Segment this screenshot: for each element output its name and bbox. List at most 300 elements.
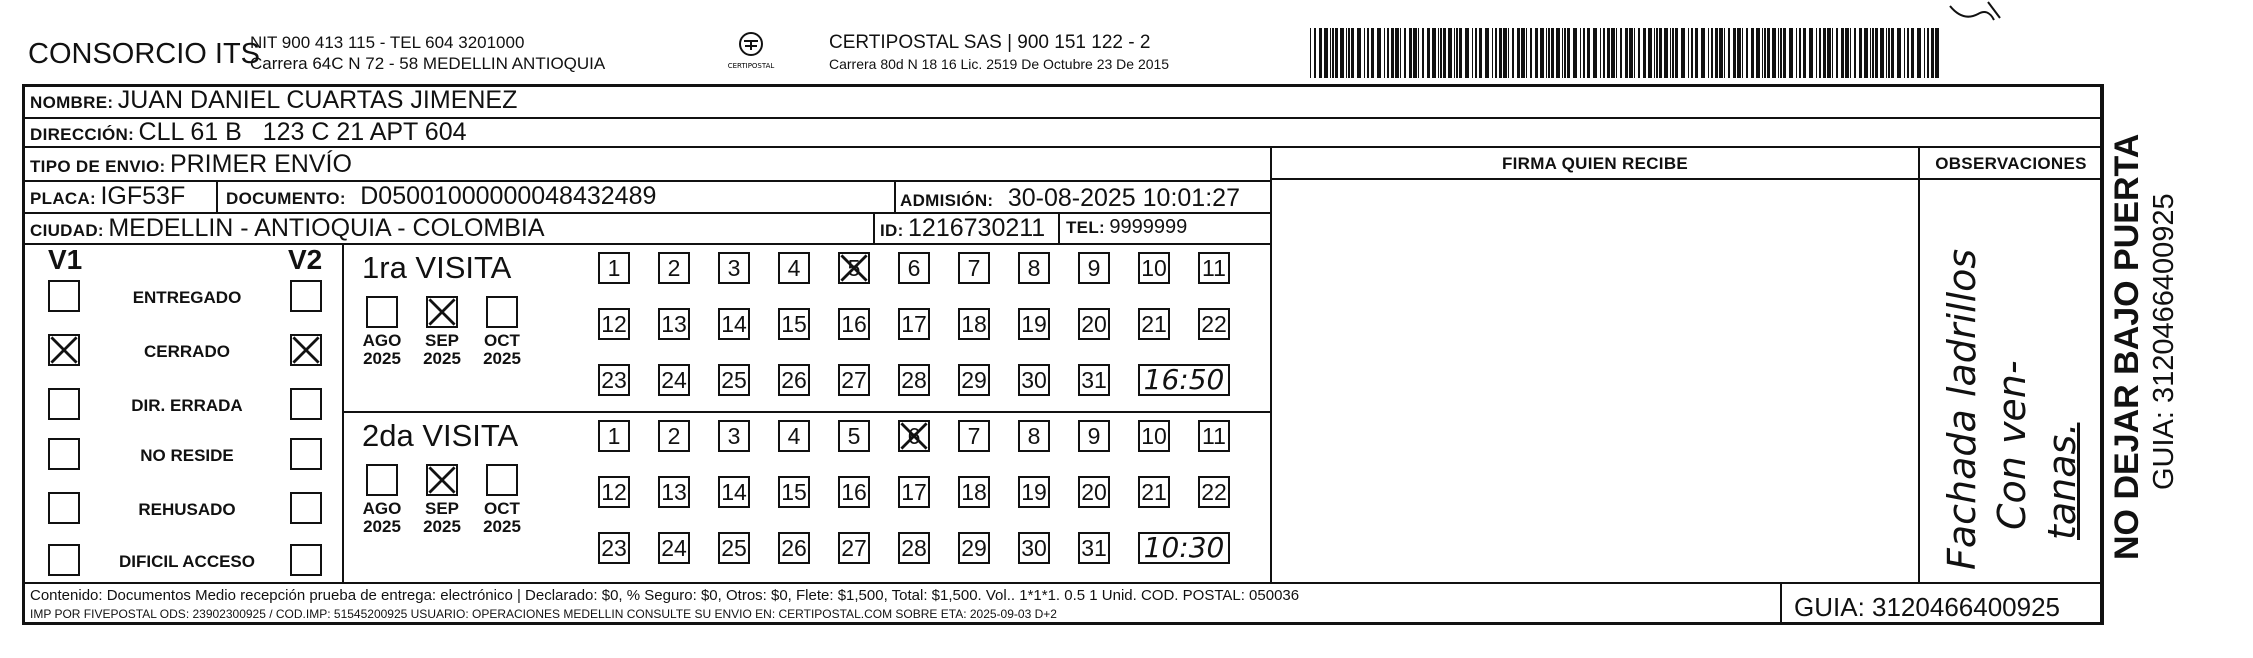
barcode-bar xyxy=(1737,28,1741,78)
day-number: 29 xyxy=(961,366,987,393)
day-box[interactable] xyxy=(958,308,990,340)
day-box[interactable] xyxy=(838,364,870,396)
day-box[interactable] xyxy=(838,476,870,508)
barcode-bar xyxy=(1691,28,1693,78)
barcode-bar xyxy=(1587,28,1590,78)
day-box[interactable] xyxy=(778,476,810,508)
day-box[interactable] xyxy=(898,532,930,564)
ciudad-label: CIUDAD: xyxy=(30,221,104,240)
status-label: ENTREGADO xyxy=(132,288,242,307)
corner-scribble-icon xyxy=(1948,0,2008,26)
barcode-bar xyxy=(1823,28,1826,78)
barcode-bar xyxy=(1593,28,1597,78)
month-label xyxy=(356,332,408,368)
day-box[interactable] xyxy=(898,476,930,508)
v1-checkbox[interactable] xyxy=(48,544,80,576)
day-box[interactable] xyxy=(1198,252,1230,284)
barcode-bar xyxy=(1418,28,1419,78)
barcode-bar xyxy=(1472,28,1473,78)
barcode-bar xyxy=(1448,28,1452,78)
barcode-bar xyxy=(1371,28,1374,78)
day-box[interactable] xyxy=(778,252,810,284)
day-box[interactable] xyxy=(898,364,930,396)
barcode-bar xyxy=(1859,28,1862,78)
barcode-bar xyxy=(1711,28,1713,78)
v1-checkbox[interactable] xyxy=(48,334,80,366)
observaciones-label: OBSERVACIONES xyxy=(1935,154,2087,173)
barcode-bar xyxy=(1907,28,1909,78)
visit2-title: 2da VISITA xyxy=(362,418,519,453)
day-box[interactable] xyxy=(1018,476,1050,508)
barcode-bar xyxy=(1701,28,1705,78)
day-box[interactable] xyxy=(598,420,630,452)
barcode-bar xyxy=(1517,28,1520,78)
day-number: 18 xyxy=(961,310,987,337)
barcode-bar xyxy=(1580,28,1581,78)
month-year: 2025 xyxy=(363,349,401,368)
barcode-bar xyxy=(1310,28,1311,78)
day-box[interactable] xyxy=(1138,308,1170,340)
time-value: 10:30 xyxy=(1143,531,1225,564)
day-box[interactable] xyxy=(1078,308,1110,340)
day-number: 20 xyxy=(1081,310,1107,337)
v2-heading: V2 xyxy=(288,244,323,275)
day-box[interactable] xyxy=(1018,532,1050,564)
day-number: 13 xyxy=(661,310,687,337)
month-year: 2025 xyxy=(483,349,521,368)
footer-imp: IMP POR FIVEPOSTAL ODS: 23902300925 / COD.IMP: 51545200925 USUARIO: OPERACIONES MEDELLIN CONSULTE SU ENVIO EN: CERTIPOSTAL.COM SOBRE ETA: 2025-09-03 D+2 xyxy=(30,607,1057,621)
barcode-bar xyxy=(1935,28,1939,78)
barcode-bar xyxy=(1319,28,1322,78)
day-box[interactable] xyxy=(1198,420,1230,452)
status-label: DIFICIL ACCESO xyxy=(118,552,255,571)
day-number: 8 xyxy=(1027,254,1041,281)
barcode-bar xyxy=(1391,28,1394,78)
day-number: 27 xyxy=(841,534,867,561)
barcode-bar xyxy=(1475,28,1477,78)
day-box[interactable] xyxy=(1078,364,1110,396)
v2-checkbox[interactable] xyxy=(290,388,322,420)
barcode-bar xyxy=(1670,28,1671,78)
day-box[interactable] xyxy=(718,364,750,396)
barcode-bar xyxy=(1503,28,1507,78)
barcode-bar xyxy=(1733,28,1736,78)
day-box[interactable] xyxy=(658,308,690,340)
month-checkbox[interactable] xyxy=(486,464,518,496)
barcode-bar xyxy=(1746,28,1748,78)
barcode-bar xyxy=(1540,28,1544,78)
v2-checkbox[interactable] xyxy=(290,492,322,524)
v2-checkbox[interactable] xyxy=(290,280,322,312)
day-box[interactable] xyxy=(778,308,810,340)
barcode-bar xyxy=(1886,28,1887,78)
check-x-icon xyxy=(292,336,320,364)
barcode-bar xyxy=(1681,28,1685,78)
day-box[interactable] xyxy=(958,532,990,564)
day-number: 7 xyxy=(967,422,981,449)
day-box[interactable] xyxy=(1078,532,1110,564)
barcode-bar xyxy=(1573,28,1577,78)
barcode-bar xyxy=(1659,28,1662,78)
time-box[interactable] xyxy=(1138,532,1230,564)
barcode-bar xyxy=(1816,28,1817,78)
barcode-bar xyxy=(1780,28,1782,78)
documento-value: D05001000000048432489 xyxy=(360,182,657,210)
barcode-bar xyxy=(1422,28,1424,78)
day-number: 23 xyxy=(601,534,627,561)
day-number: 15 xyxy=(781,310,807,337)
barcode-bar xyxy=(1675,28,1678,78)
barcode-bar xyxy=(1409,28,1412,78)
day-number: 26 xyxy=(781,366,807,393)
status-label: DIR. ERRADA xyxy=(131,396,243,415)
barcode-bar xyxy=(1841,28,1844,78)
barcode-bar xyxy=(1629,28,1633,78)
month-label xyxy=(416,500,468,536)
tipo-envio-label: TIPO DE ENVIO: xyxy=(30,157,166,176)
barcode-bar xyxy=(1400,28,1401,78)
barcode-bar xyxy=(1348,28,1350,78)
barcode-bar xyxy=(1672,28,1674,78)
tel-label: TEL: xyxy=(1066,218,1105,237)
barcode-bar xyxy=(1803,28,1806,78)
barcode-bar xyxy=(1530,28,1532,78)
barcode-bar xyxy=(1715,28,1718,78)
day-number: 5 xyxy=(847,254,861,281)
nombre-value: JUAN DANIEL CUARTAS JIMENEZ xyxy=(117,86,518,114)
day-number: 15 xyxy=(781,478,807,505)
barcode-bar xyxy=(1708,28,1709,78)
day-box[interactable] xyxy=(658,364,690,396)
barcode-bar xyxy=(1864,28,1868,78)
barcode-bar xyxy=(1387,28,1389,78)
direccion-value: CLL 61 B 123 C 21 APT 604 xyxy=(138,118,467,146)
barcode-bar xyxy=(1603,28,1605,78)
day-box[interactable] xyxy=(958,364,990,396)
day-number: 13 xyxy=(661,478,687,505)
day-number: 4 xyxy=(787,254,801,281)
check-x-icon xyxy=(428,466,456,494)
barcode-bar xyxy=(1607,28,1610,78)
day-box[interactable] xyxy=(1138,420,1170,452)
day-number: 17 xyxy=(901,310,927,337)
barcode-bar xyxy=(1888,28,1890,78)
barcode-bar xyxy=(1762,28,1763,78)
check-x-icon xyxy=(840,254,868,282)
barcode-bar xyxy=(1485,28,1489,78)
month-checkbox[interactable] xyxy=(486,296,518,328)
day-box[interactable] xyxy=(838,308,870,340)
visit1-title: 1ra VISITA xyxy=(362,250,512,285)
direccion-label: DIRECCIÓN: xyxy=(30,125,135,144)
day-number: 25 xyxy=(721,534,747,561)
footer-guia: GUIA: 3120466400925 xyxy=(1794,592,2060,622)
month-year: 2025 xyxy=(483,517,521,536)
barcode-bar xyxy=(1492,28,1493,78)
v2-checkbox[interactable] xyxy=(290,438,322,470)
day-number: 4 xyxy=(787,422,801,449)
day-box[interactable] xyxy=(1138,252,1170,284)
barcode-bar xyxy=(1346,28,1347,78)
barcode-bar xyxy=(1526,28,1527,78)
day-number: 17 xyxy=(901,478,927,505)
day-number: 3 xyxy=(727,422,741,449)
day-box[interactable] xyxy=(1018,252,1050,284)
month-year: 2025 xyxy=(423,349,461,368)
barcode-bar xyxy=(1340,28,1344,78)
day-number: 24 xyxy=(661,366,687,393)
barcode-bar xyxy=(1656,28,1658,78)
barcode-bar xyxy=(1880,28,1884,78)
barcode-bar xyxy=(1438,28,1439,78)
barcode-bar xyxy=(1583,28,1585,78)
barcode-bar xyxy=(1521,28,1525,78)
v2-checkbox[interactable] xyxy=(290,544,322,576)
day-number: 19 xyxy=(1021,478,1047,505)
barcode-bar xyxy=(1643,28,1646,78)
day-box[interactable] xyxy=(658,476,690,508)
barcode-bar xyxy=(1875,28,1878,78)
day-number: 18 xyxy=(961,478,987,505)
barcode-bar xyxy=(1789,28,1793,78)
day-number: 31 xyxy=(1081,366,1107,393)
barcode-bar xyxy=(1872,28,1874,78)
v1-heading: V1 xyxy=(48,244,83,275)
day-number: 19 xyxy=(1021,310,1047,337)
day-number: 1 xyxy=(607,254,621,281)
day-box[interactable] xyxy=(1078,476,1110,508)
barcode-bar xyxy=(1625,28,1628,78)
v1-checkbox[interactable] xyxy=(48,388,80,420)
barcode-bar xyxy=(1870,28,1871,78)
day-box[interactable] xyxy=(598,476,630,508)
month-year: 2025 xyxy=(423,517,461,536)
status-label: REHUSADO xyxy=(138,500,236,519)
day-number: 10 xyxy=(1141,422,1167,449)
barcode-bar xyxy=(1638,28,1640,78)
barcode-bar xyxy=(1719,28,1723,78)
day-box[interactable] xyxy=(718,532,750,564)
barcode-bar xyxy=(1351,28,1354,78)
day-box[interactable] xyxy=(958,420,990,452)
barcode-bar xyxy=(1751,28,1754,78)
admision-label: ADMISIÓN: xyxy=(900,191,994,210)
day-number: 27 xyxy=(841,366,867,393)
tipo-envio-value: PRIMER ENVÍO xyxy=(169,150,352,178)
barcode-bar xyxy=(1564,28,1566,78)
barcode-bar xyxy=(1332,28,1334,78)
barcode-bar xyxy=(1548,28,1550,78)
day-box[interactable] xyxy=(778,364,810,396)
day-number: 7 xyxy=(967,254,981,281)
barcode-bar xyxy=(1927,28,1929,78)
barcode-bar xyxy=(1891,28,1894,78)
day-box[interactable] xyxy=(598,252,630,284)
day-number: 21 xyxy=(1141,478,1167,505)
barcode-bar xyxy=(1556,28,1560,78)
barcode-bar xyxy=(1728,28,1730,78)
barcode-bar xyxy=(1911,28,1914,78)
day-box[interactable] xyxy=(1018,308,1050,340)
barcode-bar xyxy=(1664,28,1668,78)
barcode-bar xyxy=(1767,28,1770,78)
day-box[interactable] xyxy=(658,532,690,564)
barcode-bar xyxy=(1330,28,1331,78)
barcode-bar xyxy=(1854,28,1856,78)
barcode-bar xyxy=(1512,28,1514,78)
day-number: 22 xyxy=(1201,478,1227,505)
barcode-bar xyxy=(1324,28,1328,78)
barcode-bar xyxy=(1827,28,1831,78)
day-box[interactable] xyxy=(658,252,690,284)
month-checkbox[interactable] xyxy=(366,296,398,328)
day-box[interactable] xyxy=(1018,364,1050,396)
barcode-bar xyxy=(1367,28,1369,78)
barcode-bar xyxy=(1499,28,1502,78)
barcode-bar xyxy=(1495,28,1497,78)
day-box[interactable] xyxy=(718,308,750,340)
day-box[interactable] xyxy=(658,420,690,452)
id-value: 1216730211 xyxy=(908,214,1046,242)
day-box[interactable] xyxy=(958,252,990,284)
barcode-bar xyxy=(1364,28,1365,78)
barcode-bar xyxy=(1440,28,1442,78)
barcode-bar xyxy=(1809,28,1813,78)
day-box[interactable] xyxy=(718,420,750,452)
observacion-line-3: tanas. xyxy=(2040,422,2084,540)
barcode-bar xyxy=(1432,28,1436,78)
barcode-bar xyxy=(1357,28,1361,78)
barcode-bar xyxy=(1796,28,1797,78)
documento-label: DOCUMENTO: xyxy=(226,189,346,208)
side-warning: NO DEJAR BAJO PUERTA xyxy=(2108,133,2146,560)
day-box[interactable] xyxy=(898,252,930,284)
time-box[interactable] xyxy=(1138,364,1230,396)
company-nit: NIT 900 413 115 - TEL 604 3201000 xyxy=(250,33,525,52)
day-number: 2 xyxy=(667,254,681,281)
barcode-bar xyxy=(1850,28,1851,78)
v1-checkbox[interactable] xyxy=(48,438,80,470)
day-box[interactable] xyxy=(838,420,870,452)
day-number: 6 xyxy=(907,254,921,281)
barcode-bar xyxy=(1904,28,1905,78)
barcode-bar xyxy=(1654,28,1655,78)
barcode-bar xyxy=(1778,28,1779,78)
barcode-bar xyxy=(1897,28,1901,78)
barcode-bar xyxy=(1508,28,1509,78)
barcode-bar xyxy=(1634,28,1635,78)
barcode-bar xyxy=(1395,28,1399,78)
month-name: SEP xyxy=(424,331,460,350)
day-box[interactable] xyxy=(1198,308,1230,340)
day-number: 1 xyxy=(607,422,621,449)
day-number: 21 xyxy=(1141,310,1167,337)
barcode-bar xyxy=(1546,28,1547,78)
day-box[interactable] xyxy=(1078,252,1110,284)
day-box[interactable] xyxy=(838,532,870,564)
day-box[interactable] xyxy=(598,308,630,340)
day-number: 2 xyxy=(667,422,681,449)
day-number: 11 xyxy=(1202,422,1226,449)
day-number: 12 xyxy=(601,478,627,505)
month-year: 2025 xyxy=(363,517,401,536)
month-label xyxy=(476,332,528,368)
day-box[interactable] xyxy=(598,364,630,396)
month-name: OCT xyxy=(484,331,520,350)
day-box[interactable] xyxy=(778,532,810,564)
day-number: 16 xyxy=(841,478,867,505)
month-checkbox[interactable] xyxy=(426,464,458,496)
company-name: CONSORCIO ITS xyxy=(28,38,261,70)
day-box[interactable] xyxy=(838,252,870,284)
month-checkbox[interactable] xyxy=(366,464,398,496)
nombre-label: NOMBRE: xyxy=(30,93,114,112)
day-box[interactable] xyxy=(1018,420,1050,452)
day-box[interactable] xyxy=(718,252,750,284)
status-label: CERRADO xyxy=(144,342,230,361)
day-number: 30 xyxy=(1021,366,1047,393)
day-number: 22 xyxy=(1201,310,1227,337)
day-box[interactable] xyxy=(1078,420,1110,452)
barcode-bar xyxy=(1819,28,1821,78)
day-box[interactable] xyxy=(1138,476,1170,508)
month-name: AGO xyxy=(362,331,402,350)
day-number: 20 xyxy=(1081,478,1107,505)
check-x-icon xyxy=(50,336,78,364)
barcode-bar xyxy=(1456,28,1458,78)
v2-checkbox[interactable] xyxy=(290,334,322,366)
month-checkbox[interactable] xyxy=(426,296,458,328)
observacion-line-2: Con ven- xyxy=(1990,360,2034,530)
day-box[interactable] xyxy=(958,476,990,508)
day-box[interactable] xyxy=(1198,476,1230,508)
barcode-bar xyxy=(1924,28,1925,78)
placa-value: IGF53F xyxy=(100,182,186,210)
day-number: 25 xyxy=(721,366,747,393)
barcode-bar xyxy=(1404,28,1406,78)
barcode-bar xyxy=(1742,28,1743,78)
day-number: 16 xyxy=(841,310,867,337)
barcode xyxy=(1310,28,1942,78)
barcode-bar xyxy=(1443,28,1446,78)
day-box[interactable] xyxy=(598,532,630,564)
day-number: 24 xyxy=(661,534,687,561)
barcode-bar xyxy=(1551,28,1554,78)
day-box[interactable] xyxy=(898,308,930,340)
id-label: ID: xyxy=(880,221,904,240)
day-number: 29 xyxy=(961,534,987,561)
day-number: 30 xyxy=(1021,534,1047,561)
barcode-bar xyxy=(1836,28,1838,78)
barcode-bar xyxy=(1567,28,1570,78)
barcode-bar xyxy=(1620,28,1622,78)
day-number: 3 xyxy=(727,254,741,281)
v1-checkbox[interactable] xyxy=(48,280,80,312)
day-box[interactable] xyxy=(778,420,810,452)
day-box[interactable] xyxy=(898,420,930,452)
barcode-bar xyxy=(1931,28,1934,78)
day-number: 10 xyxy=(1141,254,1167,281)
barcode-bar xyxy=(1562,28,1563,78)
day-box[interactable] xyxy=(718,476,750,508)
barcode-bar xyxy=(1764,28,1766,78)
day-number: 8 xyxy=(1027,422,1041,449)
barcode-bar xyxy=(1648,28,1652,78)
v1-checkbox[interactable] xyxy=(48,492,80,524)
day-number: 14 xyxy=(721,310,747,337)
barcode-bar xyxy=(1384,28,1385,78)
barcode-bar xyxy=(1783,28,1786,78)
